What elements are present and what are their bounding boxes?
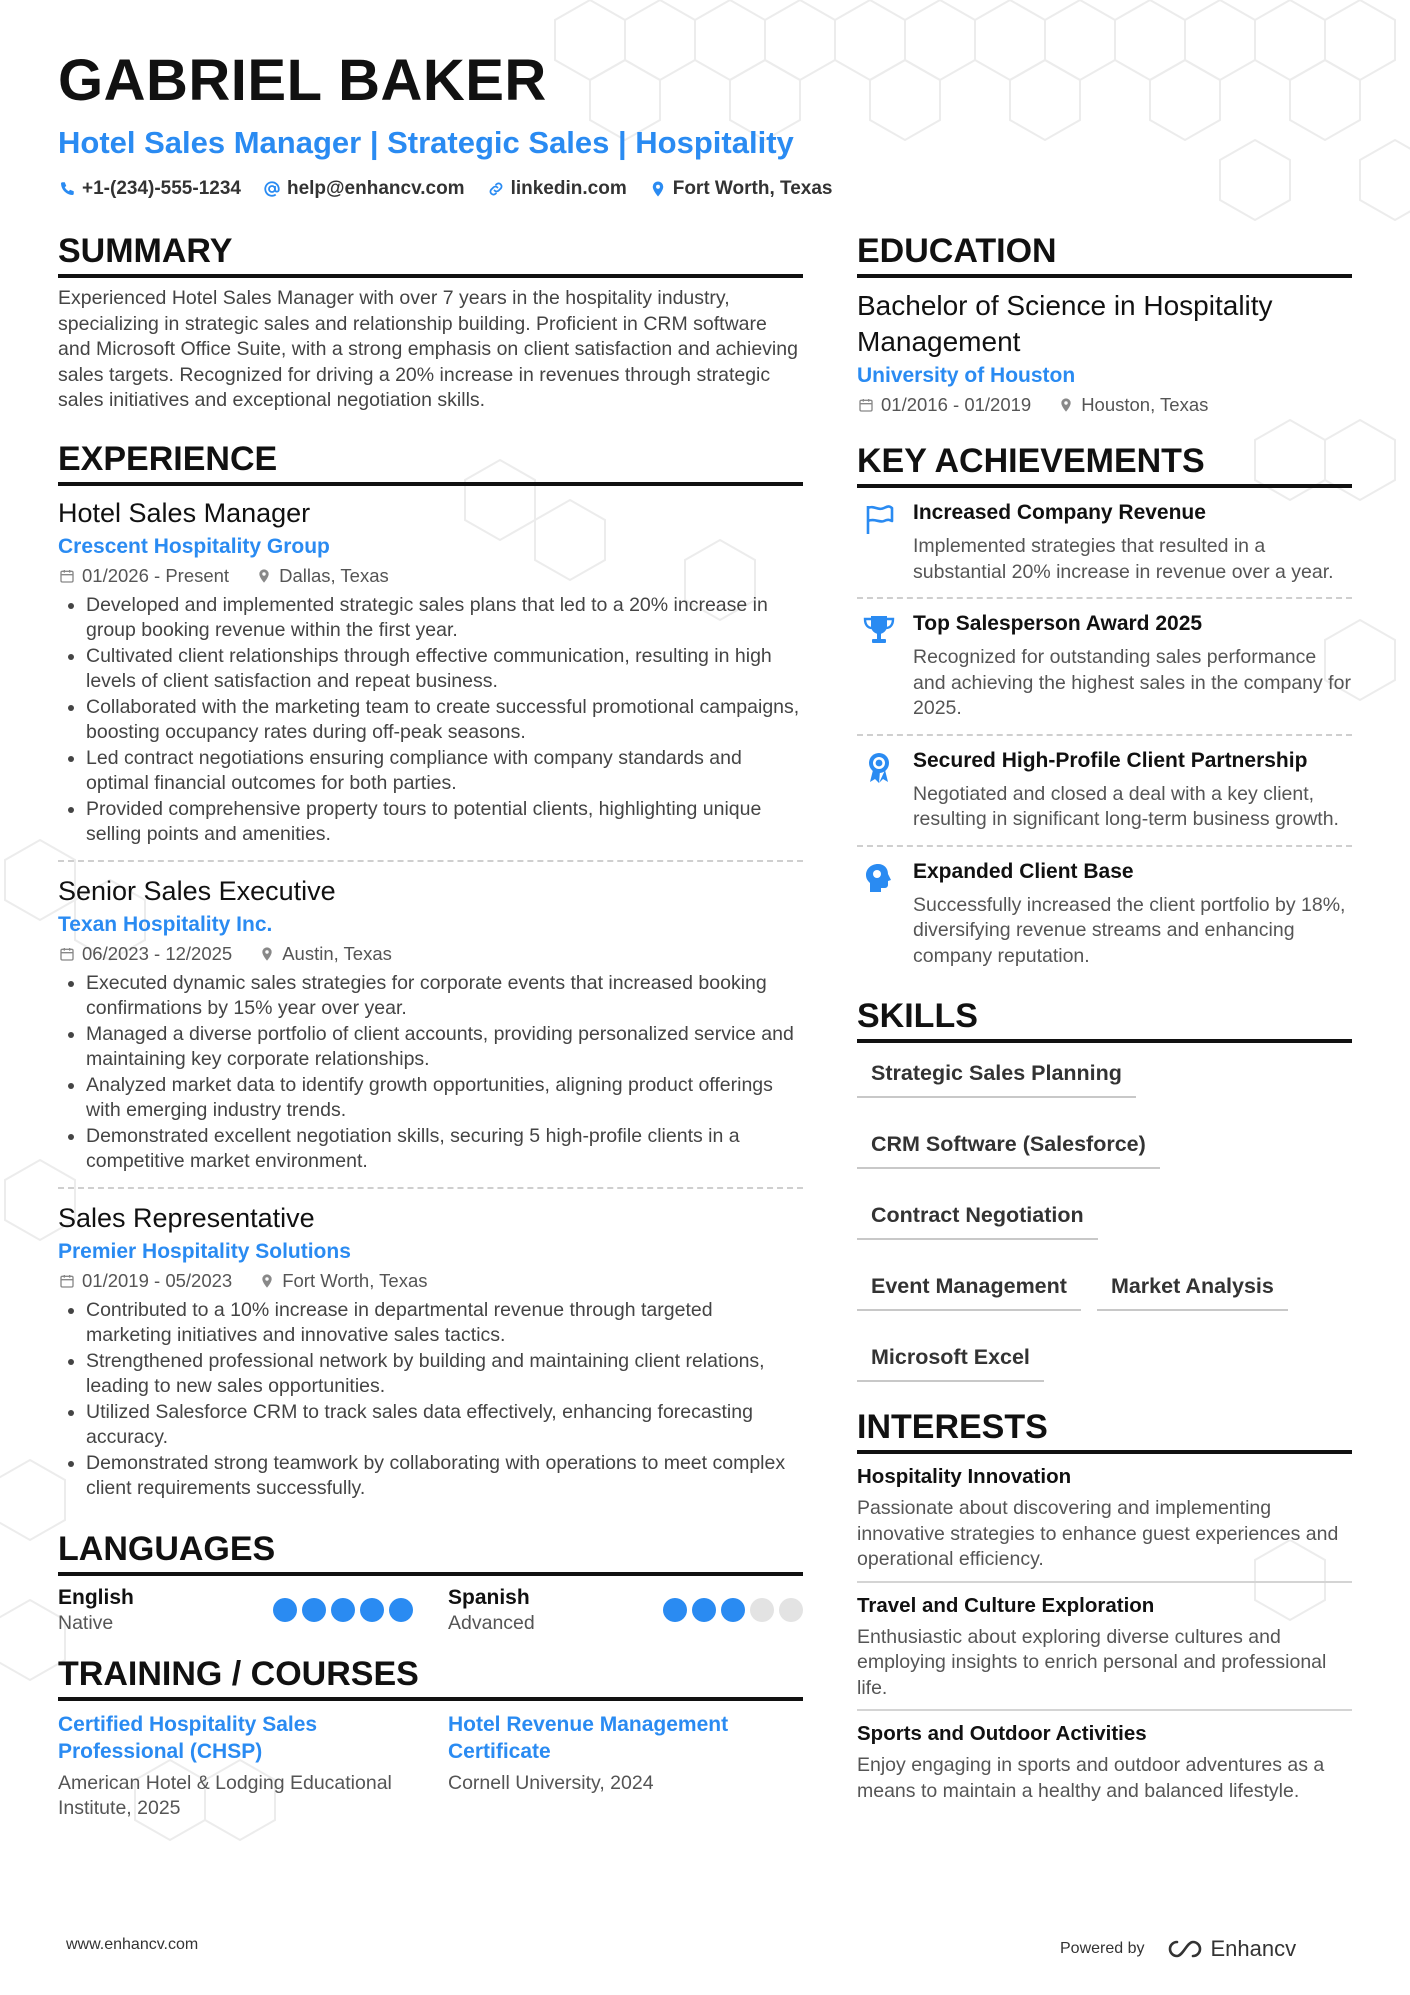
education-location: Houston, Texas [1081,394,1209,416]
brand-name: Enhancv [1210,1936,1297,1961]
job-bullet: • Cultivated client relationships through effective communication, resulting in high levels of client satisfaction and repeat business. [86,644,803,695]
job-dates: 06/2023 - 12/2025 [82,942,233,964]
language-name: English [58,1585,134,1609]
achievement-title: Top Salesperson Award 2025 [913,612,1203,636]
rating-dot-empty [779,1598,803,1622]
summary-title: SUMMARY [58,234,803,278]
course-item [58,1711,413,1822]
experience-section [58,439,803,1514]
education-dates: 01/2016 - 01/2019 [881,394,1032,416]
rating-dot-filled [360,1598,384,1622]
achievement-desc: Recognized for outstanding sales performance and achieving the highest sales in the company for 2025. [913,646,1351,720]
location-pin-icon [258,945,276,963]
achievement-title: Secured High-Profile Client Partnership [913,748,1308,772]
course-item [448,1711,803,1822]
education-title: EDUCATION [857,234,1352,278]
skills-list [857,1055,1352,1382]
location-pin-icon [258,1272,276,1290]
job-role: Hotel Sales Manager [58,497,311,528]
job-bullet: • Demonstrated strong teamwork by collaborating with operations to meet complex client requirements successfully. [86,1451,803,1502]
skill-tag: Market Analysis [1097,1268,1288,1311]
job-bullet: • Managed a diverse portfolio of client accounts, providing personalized service and maintaining key corporate relationships. [86,1022,803,1073]
flag-icon [857,500,901,585]
achievements-section [857,444,1352,981]
skill-tag: Contract Negotiation [857,1197,1098,1240]
resume-page [58,42,1352,1850]
brand-logo[interactable] [1165,1936,1297,1962]
job-bullets [58,593,803,848]
job-bullets [58,971,803,1175]
job-location: Dallas, Texas [279,564,389,586]
link-icon [487,180,505,198]
skills-section [857,999,1352,1382]
phone-text: +1-(234)-555-1234 [82,178,241,200]
education-degree: Bachelor of Science in Hospitality Management [857,290,1273,358]
job-role: Senior Sales Executive [58,875,336,906]
language-level: Advanced [448,1611,535,1634]
powered-by [1060,1936,1296,1962]
experience-item [58,1189,803,1514]
award-ribbon-icon [857,748,901,833]
job-bullet: • Demonstrated excellent negotiation skills, securing 5 high-profile clients in a competitive market environment. [86,1124,803,1175]
powered-by-label: Powered by [1060,1940,1145,1957]
rating-dot-filled [331,1598,355,1622]
language-item [448,1586,803,1635]
location-pin-icon [1057,396,1075,414]
job-role: Sales Representative [58,1202,315,1233]
interests-title: INTERESTS [857,1410,1352,1454]
course-org: American Hotel & Lodging Educational Institute, 2025 [58,1771,392,1820]
language-name: Spanish [448,1585,530,1609]
course-title: Hotel Revenue Management Certificate [448,1712,729,1763]
languages-section [58,1529,803,1635]
skills-title: SKILLS [857,999,1352,1043]
course-title: Certified Hospitality Sales Professional (CHSP) [58,1712,318,1763]
language-rating [663,1598,803,1622]
achievement-desc: Implemented strategies that resulted in a substantial 20% increase in revenue over a year. [913,535,1334,583]
course-org: Cornell University, 2024 [448,1771,654,1794]
interest-title: Hospitality Innovation [857,1465,1072,1489]
interest-item [857,1583,1352,1712]
skill-tag: Microsoft Excel [857,1339,1044,1382]
job-dates: 01/2026 - Present [82,564,230,586]
languages-title: LANGUAGES [58,1532,803,1576]
email-text: help@enhancv.com [286,178,465,200]
enhancv-logo-icon [1165,1938,1205,1960]
rating-dot-filled [302,1598,326,1622]
job-bullet: • Strengthened professional network by building and maintaining client relations, leading to new sales opportunities. [86,1349,803,1400]
job-bullet: • Contributed to a 10% increase in departmental revenue through targeted marketing initiatives and innovative sales tactics. [86,1298,803,1349]
interest-title: Sports and Outdoor Activities [857,1722,1147,1746]
left-column [58,234,803,1850]
rating-dot-filled [663,1598,687,1622]
candidate-name: GABRIEL BAKER [58,48,547,113]
right-column [857,234,1352,1850]
linkedin-text: linkedin.com [510,178,627,200]
rating-dot-filled [692,1598,716,1622]
interests-section [857,1410,1352,1812]
achievement-desc: Successfully increased the client portfolio by 18%, diversifying revenue streams and enhancing company reputation. [913,893,1346,967]
summary-text: Experienced Hotel Sales Manager with over 7 years in the hospitality industry, specializing in strategic sales and relationship building. Proficient in CRM software and Microsoft Office Suite, with a strong emphasis on client satisfaction and achieving sales targets. Recognized for driving a 20% increase in revenues through strategic sales initiatives and exceptional negotiation skills. [58,287,798,412]
job-location: Fort Worth, Texas [282,1269,428,1291]
interest-desc: Enthusiastic about exploring diverse cultures and employing insights to enrich personal and professional life. [857,1625,1327,1699]
footer-url[interactable]: www.enhancv.com [66,1936,199,1953]
experience-item [58,862,803,1189]
interest-desc: Enjoy engaging in sports and outdoor adventures as a means to maintain a healthy and balanced lifestyle. [857,1754,1325,1802]
calendar-icon [58,945,76,963]
location-pin-icon [255,567,273,585]
training-title: TRAINING / COURSES [58,1657,803,1701]
interest-title: Travel and Culture Exploration [857,1593,1155,1617]
contact-email[interactable] [263,178,465,200]
calendar-icon [58,1272,76,1290]
achievement-item [857,599,1352,736]
education-school: University of Houston [857,364,1076,388]
achievement-title: Expanded Client Base [913,859,1134,883]
interest-desc: Passionate about discovering and implementing innovative strategies to enhance guest experiences and operational efficiency. [857,1497,1339,1571]
summary-section [58,234,803,414]
head-profile-icon [857,859,901,970]
language-rating [273,1598,413,1622]
trophy-icon [857,611,901,722]
skill-tag: CRM Software (Salesforce) [857,1126,1160,1169]
achievement-item [857,736,1352,847]
achievement-title: Increased Company Revenue [913,501,1206,525]
job-bullet: • Led contract negotiations ensuring compliance with company standards and optimal financial outcomes for both parties. [86,746,803,797]
job-company: Texan Hospitality Inc. [58,912,273,936]
achievement-item [857,488,1352,599]
job-bullet: • Executed dynamic sales strategies for corporate events that increased booking confirmations by 15% year over year. [86,971,803,1022]
achievement-item [857,847,1352,982]
language-level: Native [58,1611,114,1634]
achievements-title: KEY ACHIEVEMENTS [857,444,1352,488]
education-section [857,234,1352,416]
job-dates: 01/2019 - 05/2023 [82,1269,233,1291]
contact-linkedin[interactable] [487,178,627,200]
rating-dot-filled [721,1598,745,1622]
location-text: Fort Worth, Texas [672,178,833,200]
contact-phone[interactable] [58,178,241,200]
calendar-icon [857,396,875,414]
job-bullet: • Analyzed market data to identify growth opportunities, aligning product offerings with emerging industry trends. [86,1073,803,1124]
job-company: Crescent Hospitality Group [58,534,330,558]
experience-item [58,486,803,862]
at-icon [263,180,281,198]
job-bullet: • Collaborated with the marketing team to create successful promotional campaigns, boosting occupancy rates during off-peak seasons. [86,695,803,746]
rating-dot-filled [389,1598,413,1622]
job-company: Premier Hospitality Solutions [58,1239,351,1263]
contact-bar [58,178,1352,200]
location-pin-icon [649,180,667,198]
headline: Hotel Sales Manager | Strategic Sales | Hospitality [58,125,794,160]
skill-tag: Strategic Sales Planning [857,1055,1136,1098]
job-bullet: • Developed and implemented strategic sales plans that led to a 20% increase in group booking revenue within the first year. [86,593,803,644]
training-section [58,1654,803,1822]
job-bullets [58,1298,803,1502]
phone-icon [58,180,76,198]
language-item [58,1586,413,1635]
interest-item [857,1711,1352,1812]
calendar-icon [58,567,76,585]
job-bullet: • Provided comprehensive property tours to potential clients, highlighting unique selling points and amenities. [86,797,803,848]
skill-tag: Event Management [857,1268,1081,1311]
job-location: Austin, Texas [282,942,392,964]
contact-location [649,178,833,200]
achievement-desc: Negotiated and closed a deal with a key client, resulting in significant long-term business growth. [913,782,1339,831]
experience-title: EXPERIENCE [58,442,803,486]
rating-dot-filled [273,1598,297,1622]
interest-item [857,1454,1352,1583]
rating-dot-empty [750,1598,774,1622]
job-bullet: • Utilized Salesforce CRM to track sales data effectively, enhancing forecasting accuracy. [86,1400,803,1451]
